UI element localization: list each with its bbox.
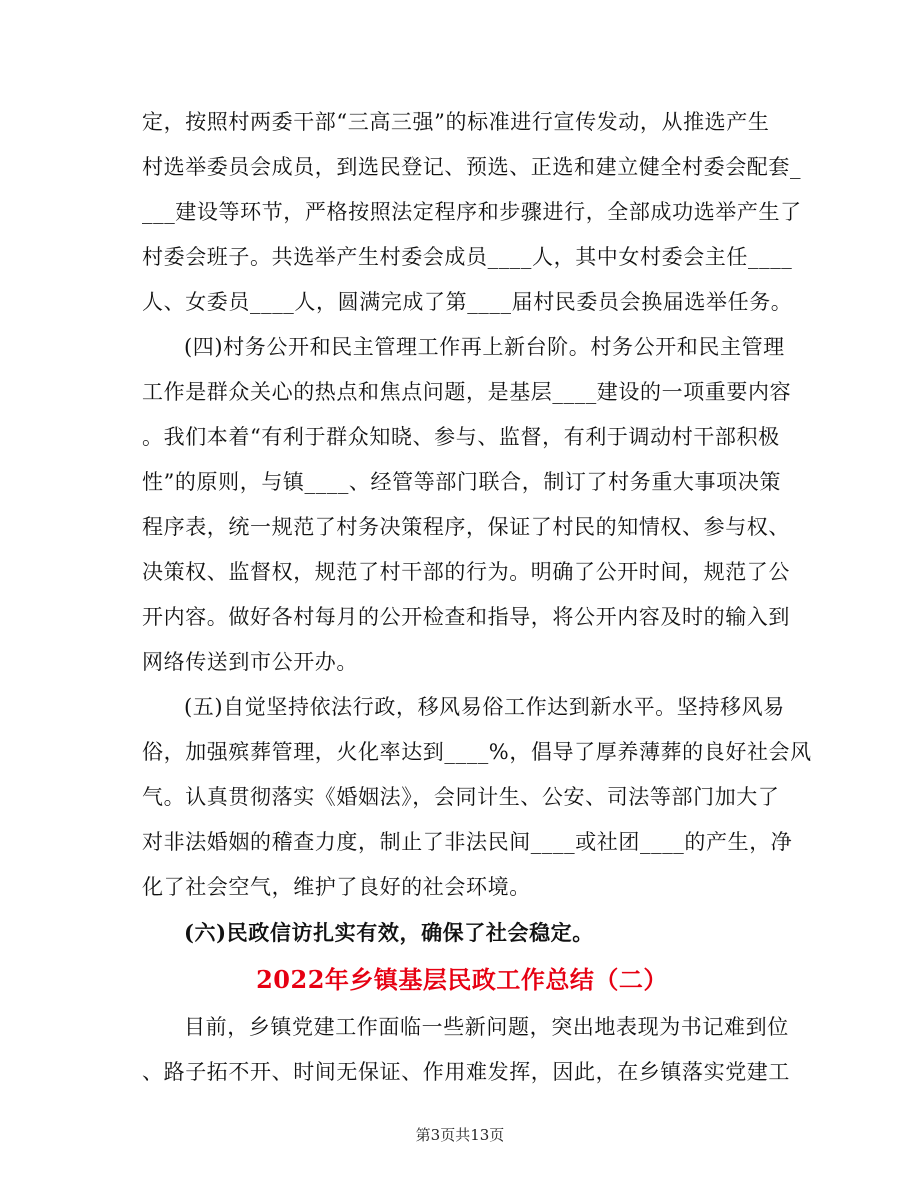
text-line: 。我们本着“有利于群众知晓、参与、监督，有利于调动村干部积极 <box>142 425 780 449</box>
text-line: 化了社会空气，维护了良好的社会环境。 <box>142 875 531 899</box>
text-line: 村委会班子。共选举产生村委会成员____人，其中女村委会主任____ <box>142 245 793 269</box>
text-line: 网络传送到市公开办。 <box>142 650 358 674</box>
document-body <box>142 100 812 1095</box>
text-line: 性”的原则，与镇____、经管等部门联合，制订了村务重大事项决策 <box>142 470 781 494</box>
text-line: 俗，加强殡葬管理，火化率达到____%，倡导了厚养薄葬的良好社会风 <box>142 740 812 764</box>
text-line: 定，按照村两委干部“三高三强”的标准进行宣传发动，从推选产生 <box>142 110 770 134</box>
text-line: 程序表，统一规范了村务决策程序，保证了村民的知情权、参与权、 <box>142 515 790 539</box>
text-line: 工作是群众关心的热点和焦点问题，是基层____建设的一项重要内容 <box>142 380 792 404</box>
text-line: 、路子拓不开、时间无保证、作用难发挥，因此，在乡镇落实党建工 <box>142 1060 790 1084</box>
text-line: 人、女委员____人，圆满完成了第____届村民委员会换届选举任务。 <box>142 290 793 314</box>
text-line: ___建设等环节，严格按照法定程序和步骤进行，全部成功选举产生了 <box>142 200 802 224</box>
text-line: 对非法婚姻的稽查力度，制止了非法民间____或社团____的产生，净 <box>142 830 793 854</box>
bold-section-line: (六)民政信访扎实有效，确保了社会稳定。 <box>184 920 594 945</box>
section-heading: 2022年乡镇基层民政工作总结（二） <box>256 965 668 994</box>
paragraph-start-line: 目前，乡镇党建工作面临一些新问题，突出地表现为书记难到位 <box>184 1015 789 1039</box>
text-line: 决策权、监督权，规范了村干部的行为。明确了公开时间，规范了公 <box>142 560 790 584</box>
paragraph-start-line: (四)村务公开和民主管理工作再上新台阶。村务公开和民主管理 <box>184 335 785 359</box>
page-number-footer: 第3页共13页 <box>415 1126 505 1144</box>
text-line: 气。认真贯彻落实《婚姻法》，会同计生、公安、司法等部门加大了 <box>142 785 780 809</box>
paragraph-start-line: (五)自觉坚持依法行政，移风易俗工作达到新水平。坚持移风易 <box>184 695 785 719</box>
text-line: 村选举委员会成员，到选民登记、预选、正选和建立健全村委会配套_ <box>142 155 802 179</box>
text-line: 开内容。做好各村每月的公开检查和指导，将公开内容及时的输入到 <box>142 605 790 629</box>
